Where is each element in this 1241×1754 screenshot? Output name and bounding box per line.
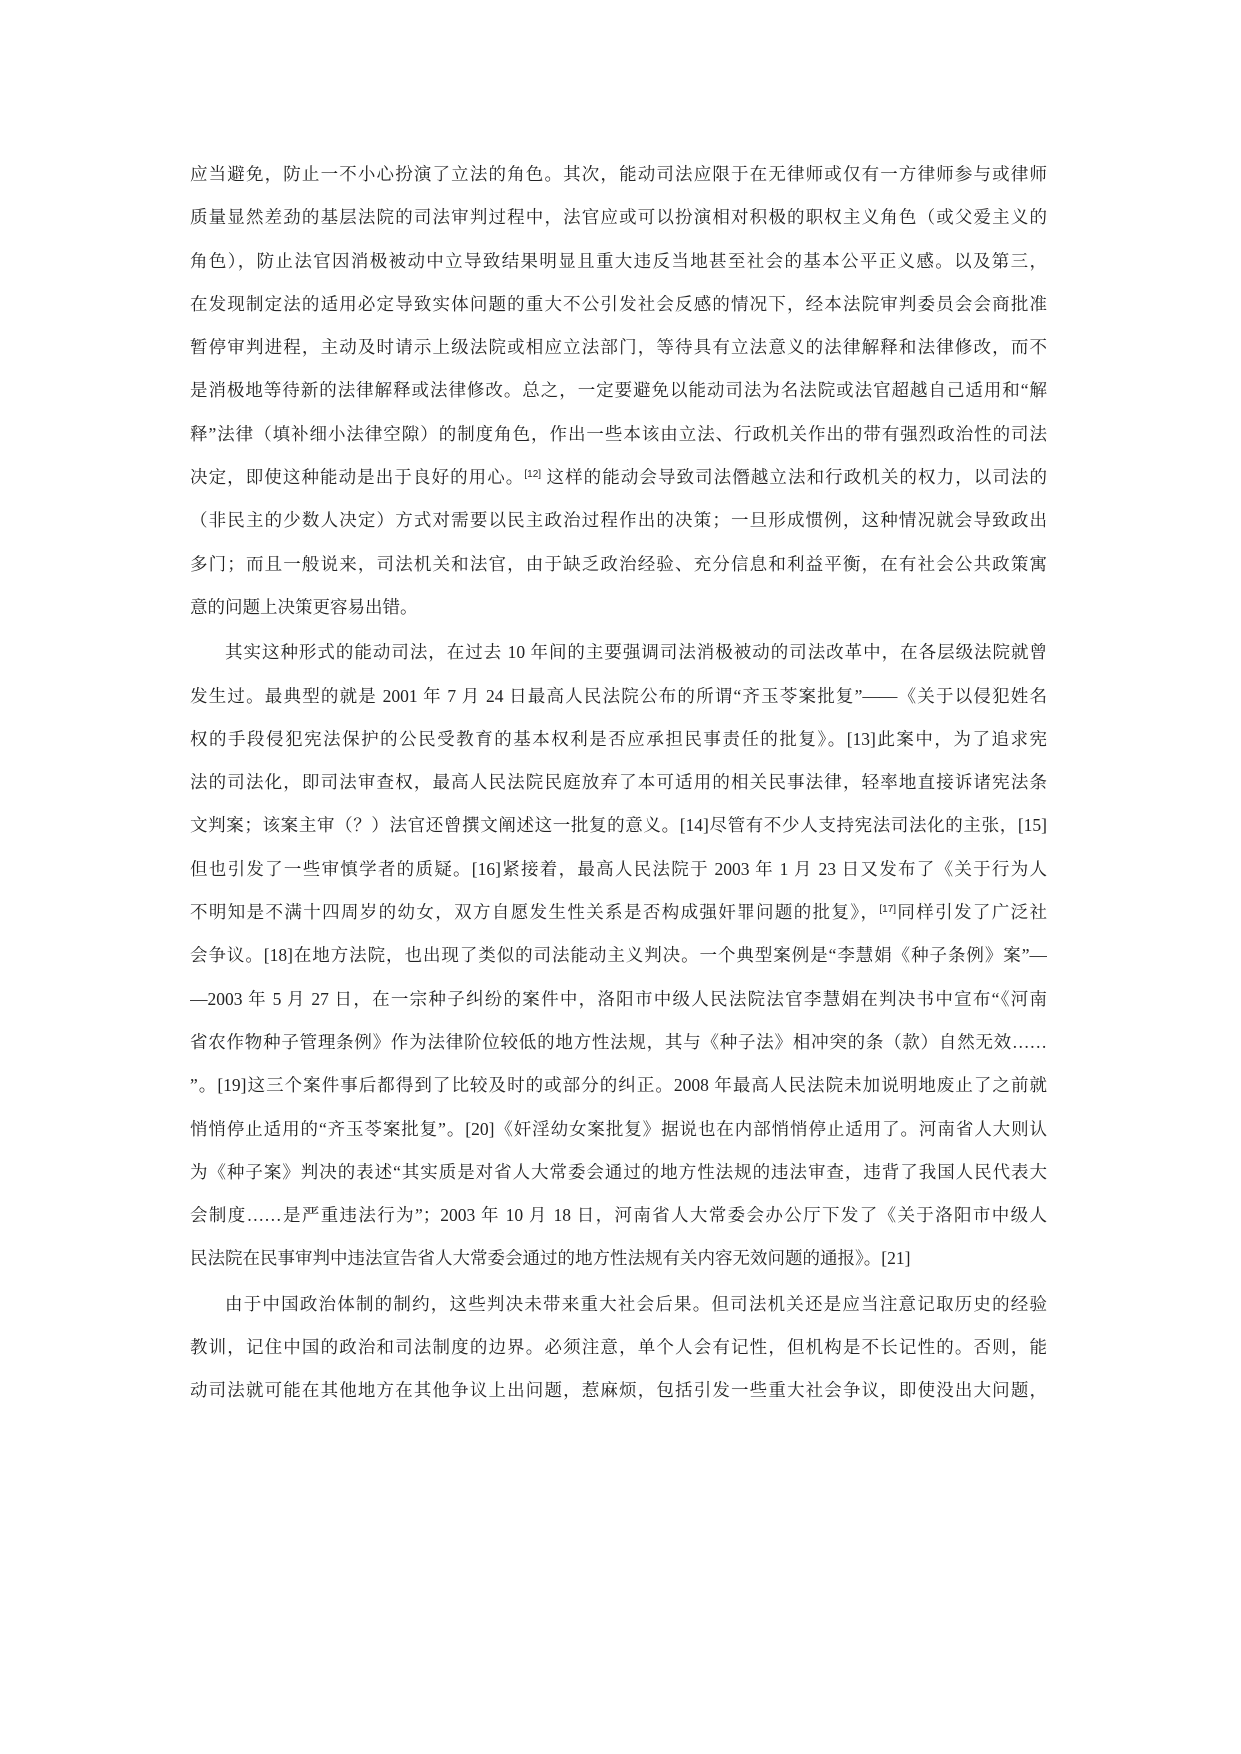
text-line	[190, 240, 1047, 283]
paragraph	[190, 153, 1047, 629]
text-line	[190, 631, 1047, 674]
text-line	[190, 543, 1047, 586]
text-run: 质量显然差劲的基层法院的司法审判过程中，法官应或可以扮演相对积极的职权主义角色（或父爱主义的	[190, 207, 1047, 228]
text-line	[190, 196, 1047, 239]
text-line	[190, 1326, 1047, 1369]
text-run: 动司法就可能在其他地方在其他争议上出问题，惹麻烦，包括引发一些重大社会争议，即使没出大问题，	[190, 1380, 1047, 1401]
text-run: 多门；而且一般说来，司法机关和法官，由于缺乏政治经验、充分信息和利益平衡，在有社会公共政策寓	[190, 553, 1047, 574]
text-run: 省农作物种子管理条例》作为法律阶位较低的地方性法规，其与《种子法》相冲突的条（款）自然无效……	[190, 1031, 1047, 1052]
text-line	[190, 1021, 1047, 1064]
text-run: 悄悄停止适用的“齐玉苓案批复”。[20]《奸淫幼女案批复》据说也在内部悄悄停止适用了。河南省人大则认	[190, 1118, 1047, 1139]
text-run: 会争议。[18]在地方法院，也出现了类似的司法能动主义判决。一个典型案例是“李慧娟《种子条例》案”—	[190, 945, 1047, 966]
text-line	[190, 456, 1047, 499]
text-run: 为《种子案》判决的表述“其实质是对省人大常委会通过的地方性法规的违法审查，违背了我国人民代表大	[190, 1161, 1047, 1182]
text-run: 会制度……是严重违法行为”；2003 年 10 月 18 日，河南省人大常委会办公厅下发了《关于洛阳市中级人	[190, 1205, 1047, 1226]
text-run: 意的问题上决策更容易出错。	[190, 596, 418, 617]
document-body	[190, 153, 1047, 1413]
text-run: 但也引发了一些审慎学者的质疑。[16]紧接着，最高人民法院于 2003 年 1 月 23 日又发布了《关于行为人	[190, 858, 1047, 879]
text-line	[190, 369, 1047, 412]
text-line	[190, 1108, 1047, 1151]
text-line	[190, 1237, 1047, 1280]
text-run: 释”法律（填补细小法律空隙）的制度角色，作出一些本该由立法、行政机关作出的带有强烈政治性的司法	[190, 423, 1047, 444]
text-run: 法的司法化，即司法审查权，最高人民法院民庭放弃了本可适用的相关民事法律，轻率地直接诉诸宪法条	[190, 772, 1047, 793]
text-line	[190, 586, 1047, 629]
text-run: ”。[19]这三个案件事后都得到了比较及时的或部分的纠正。2008 年最高人民法院未加说明地废止了之前就	[190, 1075, 1047, 1096]
text-line	[190, 934, 1047, 977]
text-run: 权的手段侵犯宪法保护的公民受教育的基本权利是否应承担民事责任的批复》。[13]此案中，为了追求宪	[190, 728, 1047, 749]
text-run: 这样的能动会导致司法僭越立法和行政机关的权力，以司法的	[541, 467, 1047, 488]
text-line	[190, 499, 1047, 542]
text-run: 应当避免，防止一不小心扮演了立法的角色。其次，能动司法应限于在无律师或仅有一方律师参与或律师	[190, 164, 1047, 184]
text-line	[190, 891, 1047, 934]
text-run: 由于中国政治体制的制约，这些判决未带来重大社会后果。但司法机关还是应当注意记取历史的经验	[225, 1293, 1047, 1314]
text-line	[190, 413, 1047, 456]
footnote-reference: [12]	[524, 469, 542, 481]
text-line	[190, 978, 1047, 1021]
text-line	[190, 804, 1047, 847]
text-run: 发生过。最典型的就是 2001 年 7 月 24 日最高人民法院公布的所谓“齐玉苓案批复”——《关于以侵犯姓名	[190, 685, 1047, 706]
paragraph	[190, 1283, 1047, 1413]
paragraph	[190, 631, 1047, 1280]
text-run: —2003 年 5 月 27 日，在一宗种子纠纷的案件中，洛阳市中级人民法院法官李慧娟在判决书中宣布“《河南	[190, 988, 1047, 1009]
text-line	[190, 1369, 1047, 1412]
text-line	[190, 1194, 1047, 1237]
text-run: 角色），防止法官因消极被动中立导致结果明显且重大违反当地甚至社会的基本公平正义感。以及第三，	[190, 250, 1047, 271]
text-line	[190, 153, 1047, 196]
text-run: （非民主的少数人决定）方式对需要以民主政治过程作出的决策；一旦形成惯例，这种情况就会导致政出	[190, 510, 1047, 531]
text-line	[190, 675, 1047, 718]
text-line	[190, 848, 1047, 891]
text-run: 其实这种形式的能动司法，在过去 10 年间的主要强调司法消极被动的司法改革中，在各层级法院就曾	[225, 642, 1047, 663]
text-run: 是消极地等待新的法律解释或法律修改。总之，一定要避免以能动司法为名法院或法官超越自己适用和“解	[190, 380, 1047, 401]
text-run: 同样引发了广泛社	[896, 902, 1047, 923]
text-run: 在发现制定法的适用必定导致实体问题的重大不公引发社会反感的情况下，经本法院审判委员会会商批准	[190, 293, 1047, 314]
text-line	[190, 1283, 1047, 1326]
text-run: 文判案；该案主审（？）法官还曾撰文阐述这一批复的意义。[14]尽管有不少人支持宪法司法化的主张，[15]	[190, 815, 1047, 836]
text-run: 民法院在民事审判中违法宣告省人大常委会通过的地方性法规有关内容无效问题的通报》。[21]	[190, 1248, 911, 1269]
text-run: 教训，记住中国的政治和司法制度的边界。必须注意，单个人会有记性，但机构是不长记性的。否则，能	[190, 1337, 1047, 1358]
text-run: 暂停审判进程，主动及时请示上级法院或相应立法部门，等待具有立法意义的法律解释和法律修改，而不	[190, 337, 1047, 358]
text-line	[190, 761, 1047, 804]
text-line	[190, 1151, 1047, 1194]
text-run: 不明知是不满十四周岁的幼女，双方自愿发生性关系是否构成强奸罪问题的批复》，	[190, 902, 880, 923]
text-line	[190, 718, 1047, 761]
text-line	[190, 326, 1047, 369]
text-run: 决定，即使这种能动是出于良好的用心。	[190, 467, 525, 488]
text-line	[190, 1064, 1047, 1107]
footnote-reference: [17]	[879, 904, 897, 916]
text-line	[190, 283, 1047, 326]
